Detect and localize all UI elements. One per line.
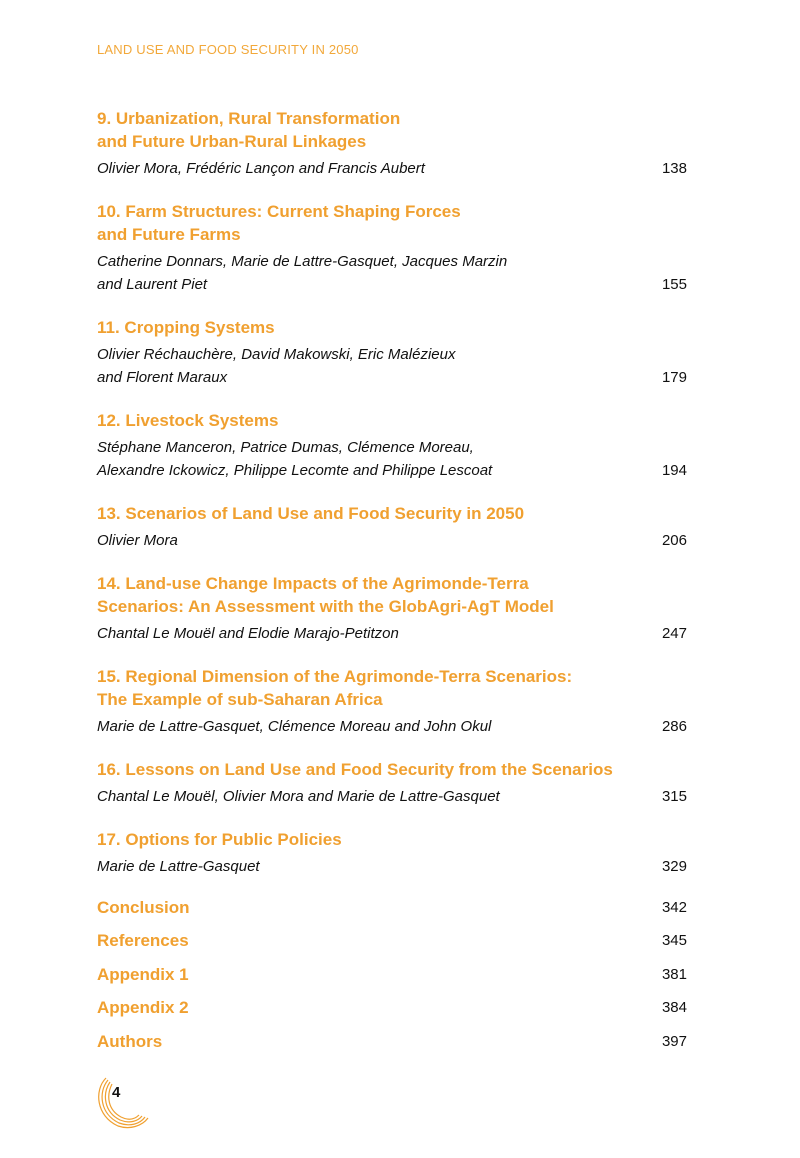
chapter-title: 17. Options for Public Policies [97, 830, 342, 849]
author-row [97, 436, 687, 482]
author-row [97, 622, 687, 645]
page-number: 329 [661, 858, 687, 875]
chapter-authors: Marie de Lattre-Gasquet, Clémence Moreau and John Okul [97, 718, 492, 735]
author-row [97, 157, 687, 180]
page-number: 247 [661, 625, 687, 642]
toc-entry-conclusion[interactable] [97, 896, 687, 919]
toc-entry-ch13[interactable] [97, 502, 687, 552]
toc-entry-appendix-1[interactable] [97, 963, 687, 986]
page-number: 315 [661, 788, 687, 805]
section-title: Appendix 1 [97, 965, 189, 984]
chapter-authors: Marie de Lattre-Gasquet [97, 858, 260, 875]
toc-entry-ch9[interactable] [97, 107, 687, 180]
chapter-title: 13. Scenarios of Land Use and Food Security in 2050 [97, 504, 525, 523]
page-number: 206 [661, 532, 687, 549]
chapter-title: 10. Farm Structures: Current Shaping Forces and Future Farms [97, 202, 461, 244]
chapter-authors: Olivier Réchauchère, David Makowski, Eric Malézieux and Florent Maraux [97, 346, 456, 386]
section-title: Appendix 2 [97, 998, 189, 1017]
section-title: References [97, 931, 189, 950]
author-row [97, 785, 687, 808]
chapter-authors: Chantal Le Mouël, Olivier Mora and Marie de Lattre-Gasquet [97, 788, 500, 805]
author-row [97, 855, 687, 878]
chapter-authors: Chantal Le Mouël and Elodie Marajo-Petitzon [97, 625, 399, 642]
page-number: 155 [661, 276, 687, 293]
chapter-authors: Catherine Donnars, Marie de Lattre-Gasquet, Jacques Marzin and Laurent Piet [97, 253, 508, 293]
page-number: 345 [661, 932, 687, 949]
toc-entry-ch10[interactable] [97, 200, 687, 296]
author-row [97, 529, 687, 552]
chapter-authors: Olivier Mora, Frédéric Lançon and Francis Aubert [97, 160, 425, 177]
chapter-title: 11. Cropping Systems [97, 318, 275, 337]
toc-entry-ch16[interactable] [97, 758, 687, 808]
folio-page-number: 4 [112, 1084, 121, 1101]
chapter-title: 9. Urbanization, Rural Transformation and Future Urban-Rural Linkages [97, 109, 401, 151]
toc-entry-ch15[interactable] [97, 665, 687, 738]
author-row [97, 715, 687, 738]
chapter-title: 12. Livestock Systems [97, 411, 279, 430]
toc-entry-references[interactable] [97, 929, 687, 952]
running-head: LAND USE AND FOOD SECURITY IN 2050 [97, 42, 359, 57]
page-number: 397 [661, 1033, 687, 1050]
page-number: 381 [661, 966, 687, 983]
chapter-title: 16. Lessons on Land Use and Food Security from the Scenarios [97, 760, 613, 779]
author-row [97, 250, 687, 296]
page-number: 194 [661, 462, 687, 479]
page-number: 286 [661, 718, 687, 735]
toc-entry-ch11[interactable] [97, 316, 687, 389]
author-row [97, 343, 687, 389]
chapter-title: 15. Regional Dimension of the Agrimonde-Terra Scenarios: The Example of sub-Saharan Africa [97, 667, 573, 709]
swirl-logo-icon [92, 1072, 152, 1132]
chapter-authors: Olivier Mora [97, 532, 178, 549]
chapter-title: 14. Land-use Change Impacts of the Agrimonde-Terra Scenarios: An Assessment with the GlobAgri-AgT Model [97, 574, 554, 616]
toc-entry-ch17[interactable] [97, 828, 687, 878]
section-title: Conclusion [97, 898, 190, 917]
toc-entry-appendix-2[interactable] [97, 996, 687, 1019]
toc-entry-ch14[interactable] [97, 572, 687, 645]
section-title: Authors [97, 1032, 163, 1051]
toc-entry-authors[interactable] [97, 1030, 687, 1053]
page-number: 179 [661, 369, 687, 386]
chapter-authors: Stéphane Manceron, Patrice Dumas, Clémence Moreau, Alexandre Ickowicz, Philippe Lecomte and Philippe Lescoat [97, 439, 493, 479]
toc-entry-ch12[interactable] [97, 409, 687, 482]
page-number: 384 [661, 999, 687, 1016]
page-number: 342 [661, 899, 687, 916]
page-number: 138 [661, 160, 687, 177]
